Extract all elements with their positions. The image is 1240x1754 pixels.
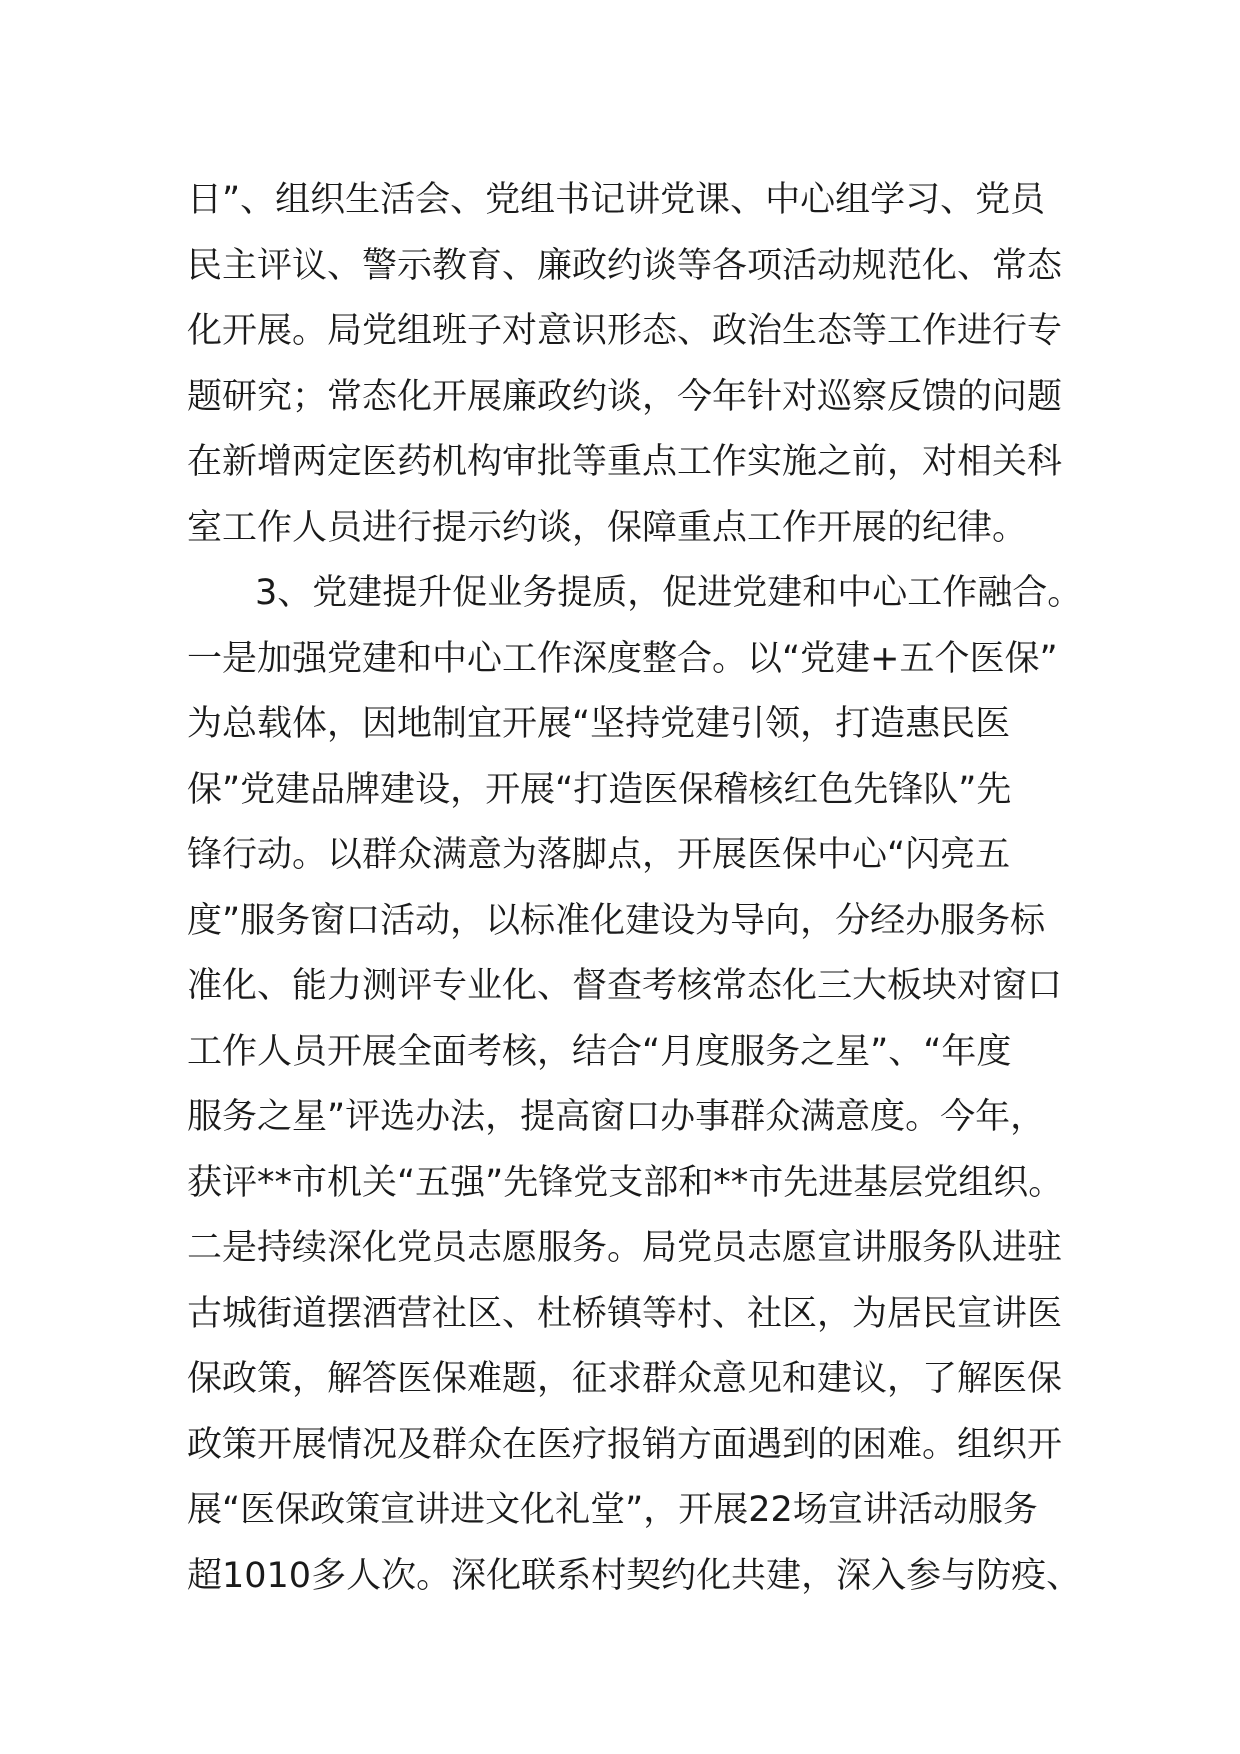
text-line: 服务之星”评选办法，提高窗口办事群众满意度。今年， — [187, 1097, 1046, 1137]
text-line: 准化、能力测评专业化、督查考核常态化三大板块对窗口 — [187, 966, 1063, 1006]
text-line: 民主评议、警示教育、廉政约谈等各项活动规范化、常态 — [187, 245, 1063, 286]
text-line: 古城街道摆酒营社区、杜桥镇等村、社区，为居民宣讲医 — [187, 1293, 1063, 1334]
text-line: 保政策，解答医保难题，征求群众意见和建议，了解医保 — [187, 1359, 1063, 1399]
text-line: 度”服务窗口活动，以标准化建设为导向，分经办服务标 — [187, 900, 1046, 941]
text-line: 室工作人员进行提示约谈，保障重点工作开展的纪律。 — [187, 507, 1028, 548]
text-line: 工作人员开展全面考核，结合“月度服务之星”、“年度 — [187, 1031, 1012, 1072]
text-line: 超1010多人次。深化联系村契约化共建，深入参与防疫、 — [187, 1555, 1082, 1596]
text-line: 锋行动。以群众满意为落脚点，开展医保中心“闪亮五 — [187, 835, 1011, 875]
text-line: 在新增两定医药机构审批等重点工作实施之前，对相关科 — [187, 442, 1063, 482]
text-line: 题研究；常态化开展廉政约谈，今年针对巡察反馈的问题 — [187, 376, 1063, 417]
text-line: 一是加强党建和中心工作深度整合。以“党建+五个医保” — [187, 638, 1058, 679]
text-line: 展“医保政策宣讲进文化礼堂”，开展22场宣讲活动服务 — [187, 1490, 1038, 1530]
text-line: 化开展。局党组班子对意识形态、政治生态等工作进行专 — [187, 311, 1063, 351]
text-line: 保”党建品牌建设，开展“打造医保稽核红色先锋队”先 — [187, 769, 1012, 810]
text-line: 为总载体，因地制宜开展“坚持党建引领，打造惠民医 — [187, 704, 1011, 744]
text-line: 获评**市机关“五强”先锋党支部和**市先进基层党组织。 — [187, 1162, 1064, 1203]
body-text — [187, 168, 1083, 1609]
text-line: 二是持续深化党员志愿服务。局党员志愿宣讲服务队进驻 — [187, 1228, 1063, 1268]
section-heading-line: 3、党建提升促业务提质，促进党建和中心工作融合。 — [255, 573, 1083, 613]
text-line: 日”、组织生活会、党组书记讲党课、中心组学习、党员 — [187, 180, 1046, 220]
text-line: 政策开展情况及群众在医疗报销方面遇到的困难。组织开 — [187, 1424, 1063, 1465]
